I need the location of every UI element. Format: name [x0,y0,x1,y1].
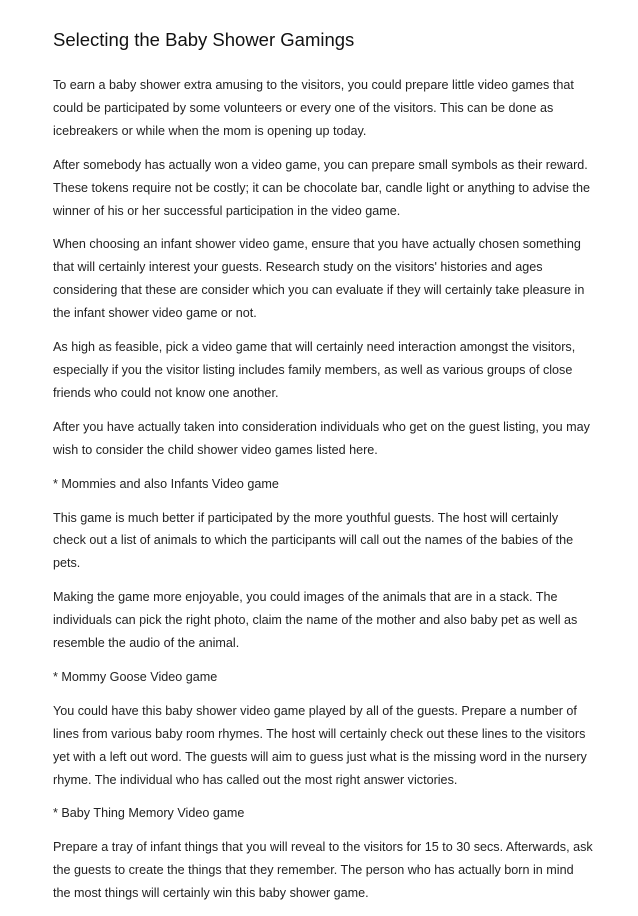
section-heading-memory-game: * Baby Thing Memory Video game [53,806,245,821]
document-page [53,28,593,916]
paragraph-choosing: When choosing an infant shower video game, ensure that you have actually chosen something that will certainly interest your guests. Research study on the visitors' histories and ages considering that these are consider which you can evaluate if they will certainly take pleasure in the infant shower video game or not. [53,237,585,321]
paragraph-interaction: As high as feasible, pick a video game that will certainly need interaction amongst the visitors, especially if you the visitor listing includes family members, as well as various groups of close friends who could not know one another. [53,340,576,400]
paragraph-guest-listing: After you have actually taken into consideration individuals who get on the guest listing, you may wish to consider the child shower video games listed here. [53,419,590,457]
page-title: Selecting the Baby Shower Gamings [53,29,355,50]
paragraph-reward: After somebody has actually won a video game, you can prepare small symbols as their reward. These tokens require not be costly; it can be chocolate bar, candle light or anything to advise the winner of his or her successful participation in the video game. [53,157,590,218]
paragraph-mommy-goose: You could have this baby shower video game played by all of the guests. Prepare a number of lines from various baby room rhymes. The host will certainly check out these lines to the visitors yet with a left out word. The guests will aim to guess just what is the missing word in the nursery rhyme. The individual who has called out the most right answer victories. [53,703,587,787]
paragraph-memory-game: Prepare a tray of infant things that you will reveal to the visitors for 15 to 30 secs. Afterwards, ask the guests to create the things that they remember. The person who has actually born in mind the most things will certainly win this baby shower game. [53,840,593,901]
section-heading-mommy-goose: * Mommy Goose Video game [53,669,218,684]
paragraph-intro: To earn a baby shower extra amusing to the visitors, you could prepare little video games that could be participated by some volunteers or every one of the visitors. This can be done as icebreakers or while when the mom is opening up today. [53,78,574,138]
paragraph-mommies-infants: This game is much better if participated by the more youthful guests. The host will certainly check out a list of animals to which the participants will call out the names of the babies of the pets. [53,510,574,571]
section-heading-mommies-infants: * Mommies and also Infants Video game [53,476,279,491]
paragraph-enjoyable: Making the game more enjoyable, you could images of the animals that are in a stack. The individuals can pick the right photo, claim the name of the mother and also baby pet as well as resemble the audio of the animal. [53,590,578,651]
